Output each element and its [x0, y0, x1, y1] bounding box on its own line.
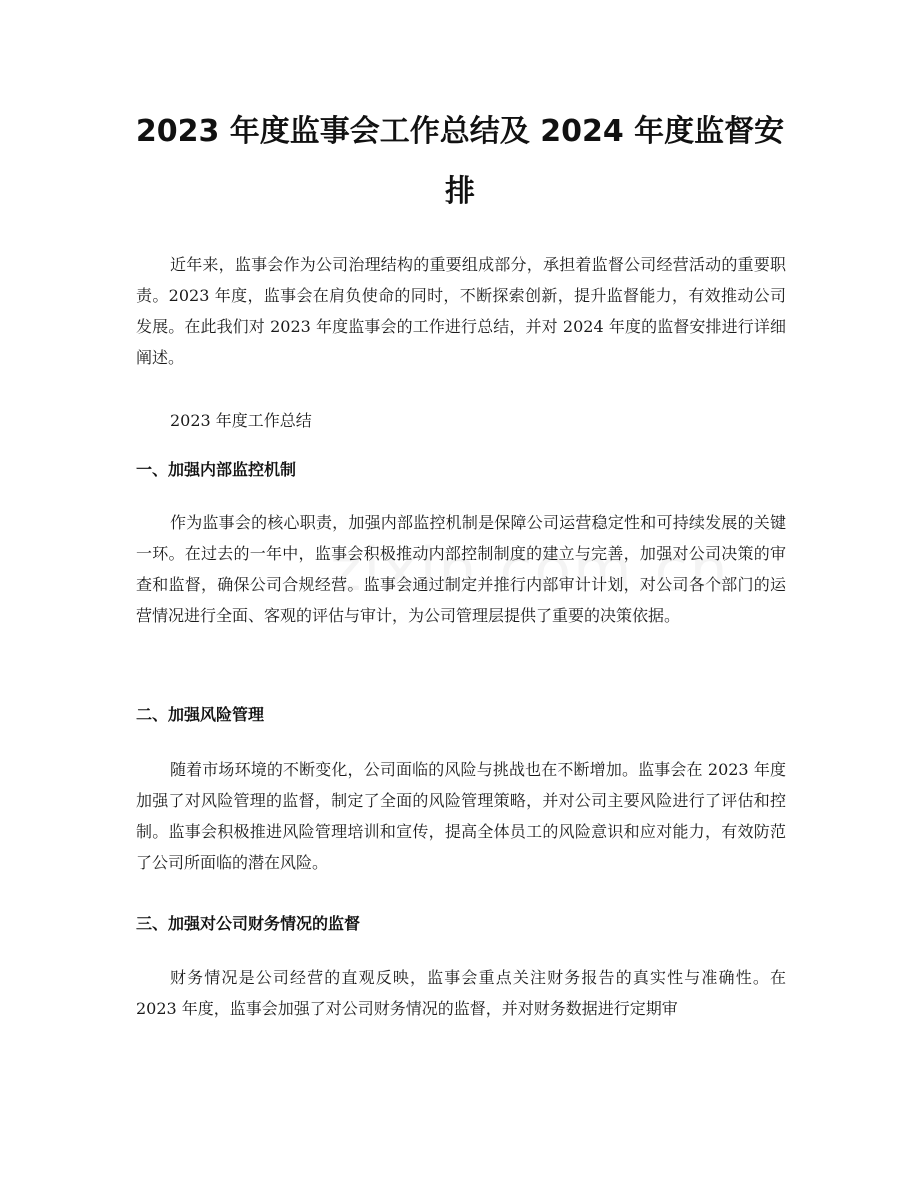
- section-heading-3: 三、加强对公司财务情况的监督: [136, 914, 361, 933]
- section-body-2: 随着市场环境的不断变化，公司面临的风险与挑战也在不断增加。监事会在 2023 年度加强了对风险管理的监督，制定了全面的风险管理策略，并对公司主要风险进行了评估和控制。监事会积极推进风险管理培训和宣传，提高全体员工的风险意识和应对能力，有效防范了公司所面临的潜在风险。: [136, 760, 786, 872]
- summary-label: 2023 年度工作总结: [170, 411, 312, 430]
- section-heading-2: 二、加强风险管理: [136, 705, 265, 724]
- section-body-3: 财务情况是公司经营的直观反映，监事会重点关注财务报告的真实性与准确性。在 2023 年度，监事会加强了对公司财务情况的监督，并对财务数据进行定期审: [136, 968, 786, 1018]
- intro-paragraph: 近年来，监事会作为公司治理结构的重要组成部分，承担着监督公司经营活动的重要职责。2023 年度，监事会在肩负使命的同时，不断探索创新，提升监督能力，有效推动公司发展。在此我们对 2023 年度监事会的工作进行总结，并对 2024 年度的监督安排进行详细阐述。: [136, 255, 786, 367]
- section-heading-1: 一、加强内部监控机制: [136, 460, 297, 479]
- section-body-1: 作为监事会的核心职责，加强内部监控机制是保障公司运营稳定性和可持续发展的关键一环。在过去的一年中，监事会积极推动内部控制制度的建立与完善，加强对公司决策的审查和监督，确保公司合规经营。监事会通过制定并推行内部审计计划，对公司各个部门的运营情况进行全面、客观的评估与审计，为公司管理层提供了重要的决策依据。: [136, 513, 786, 625]
- page-title: 2023 年度监事会工作总结及 2024 年度监督安排: [135, 114, 785, 209]
